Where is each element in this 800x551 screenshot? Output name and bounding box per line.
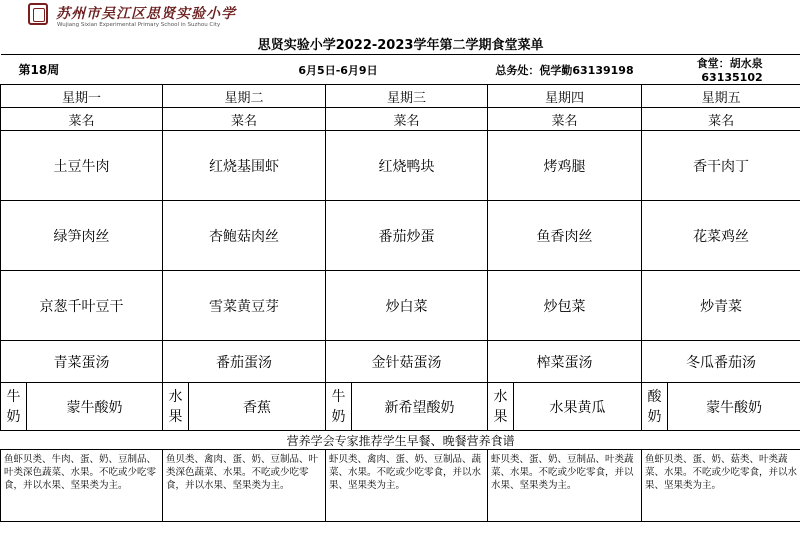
dish-cell: 京葱千叶豆干 xyxy=(1,271,163,341)
dish-header: 菜名 xyxy=(488,108,642,131)
dish-cell: 炒青菜 xyxy=(642,271,800,341)
recommendation-row xyxy=(1,450,800,522)
school-name-en: Wujiang Sixian Experimental Primary School in Suzhou City xyxy=(57,22,221,28)
soup-cell: 冬瓜番茄汤 xyxy=(642,341,800,383)
school-header xyxy=(0,0,800,32)
week-number: 第18周 xyxy=(1,55,189,85)
dish-cell: 香干肉丁 xyxy=(642,131,800,201)
recommendation-cell: 鱼虾贝类、蛋、奶、菇类、叶类蔬菜、水果。不吃或少吃零食，并以水果、坚果类为主。 xyxy=(642,450,800,522)
dish-cell: 红烧鸭块 xyxy=(326,131,488,201)
drink-item: 蒙牛酸奶 xyxy=(668,383,800,431)
dish-cell: 炒白菜 xyxy=(326,271,488,341)
soup-cell: 金针菇蛋汤 xyxy=(326,341,488,383)
dish-row-main xyxy=(1,131,800,201)
day-tuesday: 星期二 xyxy=(163,85,326,108)
drink-row xyxy=(1,383,800,431)
dish-row-second xyxy=(1,201,800,271)
day-thursday: 星期四 xyxy=(488,85,642,108)
dish-header: 菜名 xyxy=(642,108,800,131)
soup-row xyxy=(1,341,800,383)
dish-cell: 炒包菜 xyxy=(488,271,642,341)
dish-cell: 鱼香肉丝 xyxy=(488,201,642,271)
dish-header: 菜名 xyxy=(1,108,163,131)
dish-cell: 红烧基围虾 xyxy=(163,131,326,201)
drink-label: 牛奶 xyxy=(326,383,352,431)
dish-row-vegetable xyxy=(1,271,800,341)
canteen-contact: 食堂：胡水泉63135102 xyxy=(642,55,800,85)
day-wednesday: 星期三 xyxy=(326,85,488,108)
recommendation-cell: 虾贝类、禽肉、蛋、奶、豆制品、蔬菜、水果。不吃或少吃零食，并以水果、坚果类为主。 xyxy=(326,450,488,522)
soup-cell: 青菜蛋汤 xyxy=(1,341,163,383)
drink-label: 酸奶 xyxy=(642,383,668,431)
dish-cell: 番茄炒蛋 xyxy=(326,201,488,271)
school-logo-icon xyxy=(28,3,48,25)
office-contact: 总务处：倪学勤63139198 xyxy=(488,55,642,85)
dish-cell: 雪菜黄豆芽 xyxy=(163,271,326,341)
drink-label: 牛奶 xyxy=(1,383,27,431)
day-monday: 星期一 xyxy=(1,85,163,108)
drink-label: 水果 xyxy=(163,383,189,431)
menu-table xyxy=(0,32,800,522)
dish-cell: 土豆牛肉 xyxy=(1,131,163,201)
drink-item: 水果黄瓜 xyxy=(514,383,642,431)
dish-header: 菜名 xyxy=(326,108,488,131)
soup-cell: 番茄蛋汤 xyxy=(163,341,326,383)
recommendation-cell: 鱼贝类、禽肉、蛋、奶、豆制品、叶类深色蔬菜、水果。不吃或少吃零食，并以水果、坚果类为主。 xyxy=(163,450,326,522)
nutrition-title: 营养学会专家推荐学生早餐、晚餐营养食谱 xyxy=(1,431,800,450)
drink-item: 蒙牛酸奶 xyxy=(27,383,163,431)
drink-item: 香蕉 xyxy=(189,383,326,431)
drink-item: 新希望酸奶 xyxy=(352,383,488,431)
recommendation-cell: 鱼虾贝类、牛肉、蛋、奶、豆制品、叶类深色蔬菜、水果。不吃或少吃零食，并以水果、坚果类为主。 xyxy=(1,450,163,522)
menu-title: 思贤实验小学2022-2023学年第二学期食堂菜单 xyxy=(257,37,544,53)
dish-cell: 绿笋肉丝 xyxy=(1,201,163,271)
date-range: 6月5日-6月9日 xyxy=(189,55,488,85)
drink-label: 水果 xyxy=(488,383,514,431)
recommendation-cell: 虾贝类、蛋、奶、豆制品、叶类蔬菜、水果。不吃或少吃零食，并以水果、坚果类为主。 xyxy=(488,450,642,522)
dish-header: 菜名 xyxy=(163,108,326,131)
dish-cell: 花菜鸡丝 xyxy=(642,201,800,271)
soup-cell: 榨菜蛋汤 xyxy=(488,341,642,383)
day-friday: 星期五 xyxy=(642,85,800,108)
dish-cell: 烤鸡腿 xyxy=(488,131,642,201)
school-name-cn: 苏州市吴江区思贤实验小学 xyxy=(56,6,236,22)
dish-cell: 杏鲍菇肉丝 xyxy=(163,201,326,271)
